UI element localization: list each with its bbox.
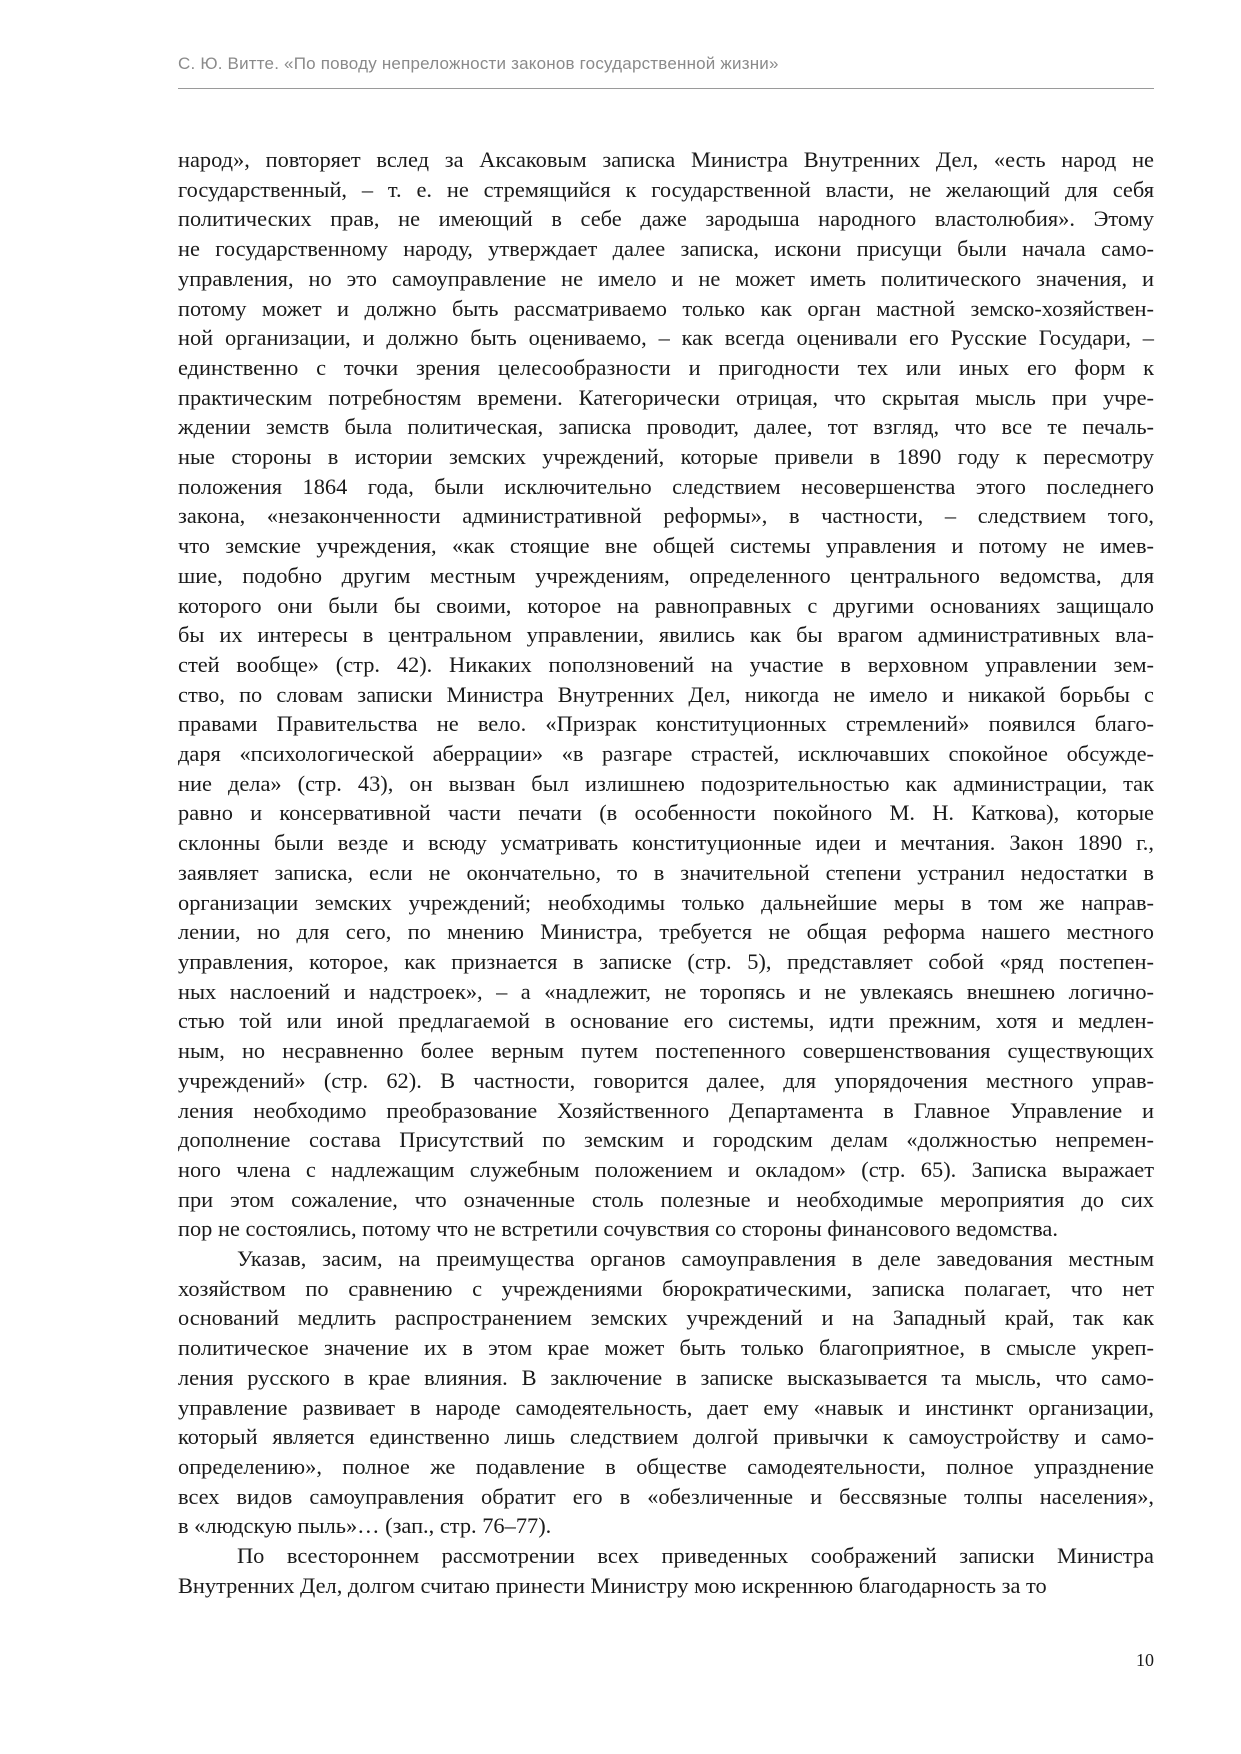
- text-line: стью той или иной предлагаемой в основание его системы, идти прежним, хотя и медлен-: [178, 1008, 1154, 1034]
- text-line: политическое значение их в этом крае может быть только благоприятное, в смысле укреп-: [178, 1335, 1154, 1361]
- text-line: Внутренних Дел, долгом считаю принести Министру мою искреннюю благодарность за то: [178, 1572, 1047, 1598]
- text-line: положения 1864 года, были исключительно следствием несовершенства этого последнего: [178, 473, 1154, 499]
- text-line: оснований медлить распространением земских учреждений и на Западный край, так как: [178, 1305, 1154, 1331]
- text-line: лении, но для сего, по мнению Министра, требуется не общая реформа нашего местного: [178, 919, 1154, 945]
- text-line: бы их интересы в центральном управлении, явились как бы врагом административных вла-: [178, 622, 1154, 648]
- text-line: потому может и должно быть рассматриваемо только как орган мастной земско-хозяйствен-: [178, 295, 1154, 321]
- paragraph-2: [178, 1244, 1154, 1541]
- text-line: ным, но несравненно более верным путем постепенного совершенствования существующих: [178, 1038, 1154, 1064]
- text-line: правами Правительства не вело. «Призрак конституционных стремлений» появился благо-: [178, 711, 1154, 737]
- paragraph-3: [178, 1541, 1154, 1600]
- text-line: склонны были везде и всюду усматривать конституционные идеи и мечтания. Закон 1890 г.,: [178, 830, 1154, 856]
- text-line: единственно с точки зрения целесообразности и пригодности тех или иных его форм к: [178, 354, 1154, 380]
- text-line: Указав, засим, на преимущества органов самоуправления в деле заведования местным: [237, 1246, 1154, 1272]
- text-line: в «людскую пыль»… (зап., стр. 76–77).: [178, 1513, 552, 1539]
- text-line: пор не состоялись, потому что не встретили сочувствия со стороны финансового ведомства.: [178, 1216, 1058, 1242]
- text-line: который является единственно лишь следствием долгой привычки к самоустройству и само-: [178, 1424, 1154, 1450]
- text-line: определению», полное же подавление в обществе самодеятельности, полное упразднение: [178, 1453, 1154, 1479]
- header-divider: [178, 88, 1154, 89]
- text-line: даря «психологической аберрации» «в разгаре страстей, исключавших спокойное обсужде-: [178, 741, 1154, 767]
- body-text: [178, 145, 1154, 1600]
- page-number: 10: [1136, 1650, 1154, 1670]
- text-line: организации земских учреждений; необходимы только дальнейшие меры в том же направ-: [178, 889, 1154, 915]
- text-line: дополнение состава Присутствий по земским и городским делам «должностью непремен-: [178, 1127, 1154, 1153]
- text-line: ние дела» (стр. 43), он вызван был излишнею подозрительностью как администрации, так: [178, 770, 1154, 796]
- text-line: хозяйством по сравнению с учреждениями бюрократическими, записка полагает, что нет: [178, 1275, 1154, 1301]
- text-line: государственный, – т. е. не стремящийся к государственной власти, не желающий для себя: [178, 176, 1154, 202]
- text-line: что земские учреждения, «как стоящие вне общей системы управления и потому не имев-: [178, 533, 1154, 559]
- text-line: равно и консервативной части печати (в особенности покойного М. Н. Каткова), которые: [178, 800, 1154, 826]
- running-head: С. Ю. Витте. «По поводу непреложности законов государственной жизни»: [178, 54, 779, 73]
- text-line: политических прав, не имеющий в себе даже зародыша народного властолюбия». Этому: [178, 206, 1154, 232]
- text-line: ждении земств была политическая, записка проводит, далее, тот взгляд, что все те печаль-: [178, 414, 1154, 440]
- text-line: которого они были бы своими, которое на равноправных с другими основаниях защищало: [178, 592, 1154, 618]
- text-line: ления русского в крае влияния. В заключение в записке высказывается та мысль, что само-: [178, 1364, 1154, 1390]
- text-line: шие, подобно другим местным учреждениям, определенного центрального ведомства, для: [178, 562, 1154, 588]
- text-line: народ», повторяет вслед за Аксаковым записка Министра Внутренних Дел, «есть народ не: [178, 147, 1154, 172]
- text-line: всех видов самоуправления обратит его в «обезличенные и бессвязные толпы населения»,: [178, 1483, 1154, 1509]
- text-line: ной организации, и должно быть оцениваемо, – как всегда оценивали его Русские Государи, –: [178, 325, 1154, 351]
- text-line: управления, которое, как признается в записке (стр. 5), представляет собой «ряд постепен-: [178, 948, 1154, 974]
- text-line: ство, по словам записки Министра Внутренних Дел, никогда не имело и никакой борьбы с: [178, 681, 1154, 707]
- text-line: управление развивает в народе самодеятельность, дает ему «навык и инстинкт организации,: [178, 1394, 1154, 1420]
- text-line: ного члена с надлежащим служебным положением и окладом» (стр. 65). Записка выражает: [178, 1156, 1154, 1182]
- paragraph-1: [178, 145, 1154, 1244]
- text-line: стей вообще» (стр. 42). Никаких поползновений на участие в верховном управлении зем-: [178, 651, 1154, 677]
- text-line: управления, но это самоуправление не имело и не может иметь политического значения, и: [178, 265, 1154, 291]
- text-line: при этом сожаление, что означенные столь полезные и необходимые мероприятия до сих: [178, 1186, 1154, 1212]
- text-line: ных наслоений и надстроек», – а «надлежит, не торопясь и не увлекаясь внешнею логично-: [178, 978, 1154, 1004]
- text-line: закона, «незаконченности административной реформы», в частности, – следствием того,: [178, 503, 1154, 529]
- text-line: ления необходимо преобразование Хозяйственного Департамента в Главное Управление и: [178, 1097, 1154, 1123]
- text-line: практическим потребностям времени. Категорически отрицая, что скрытая мысль при учре-: [178, 384, 1154, 410]
- text-line: заявляет записка, если не окончательно, то в значительной степени устранил недостатки в: [178, 859, 1154, 885]
- text-line: не государственному народу, утверждает далее записка, искони присущи были начала само-: [178, 236, 1154, 262]
- text-line: учреждений» (стр. 62). В частности, говорится далее, для упорядочения местного управ-: [178, 1067, 1154, 1093]
- text-line: ные стороны в истории земских учреждений, которые привели в 1890 году к пересмотру: [178, 444, 1154, 470]
- text-line: По всестороннем рассмотрении всех приведенных соображений записки Министра: [237, 1543, 1154, 1569]
